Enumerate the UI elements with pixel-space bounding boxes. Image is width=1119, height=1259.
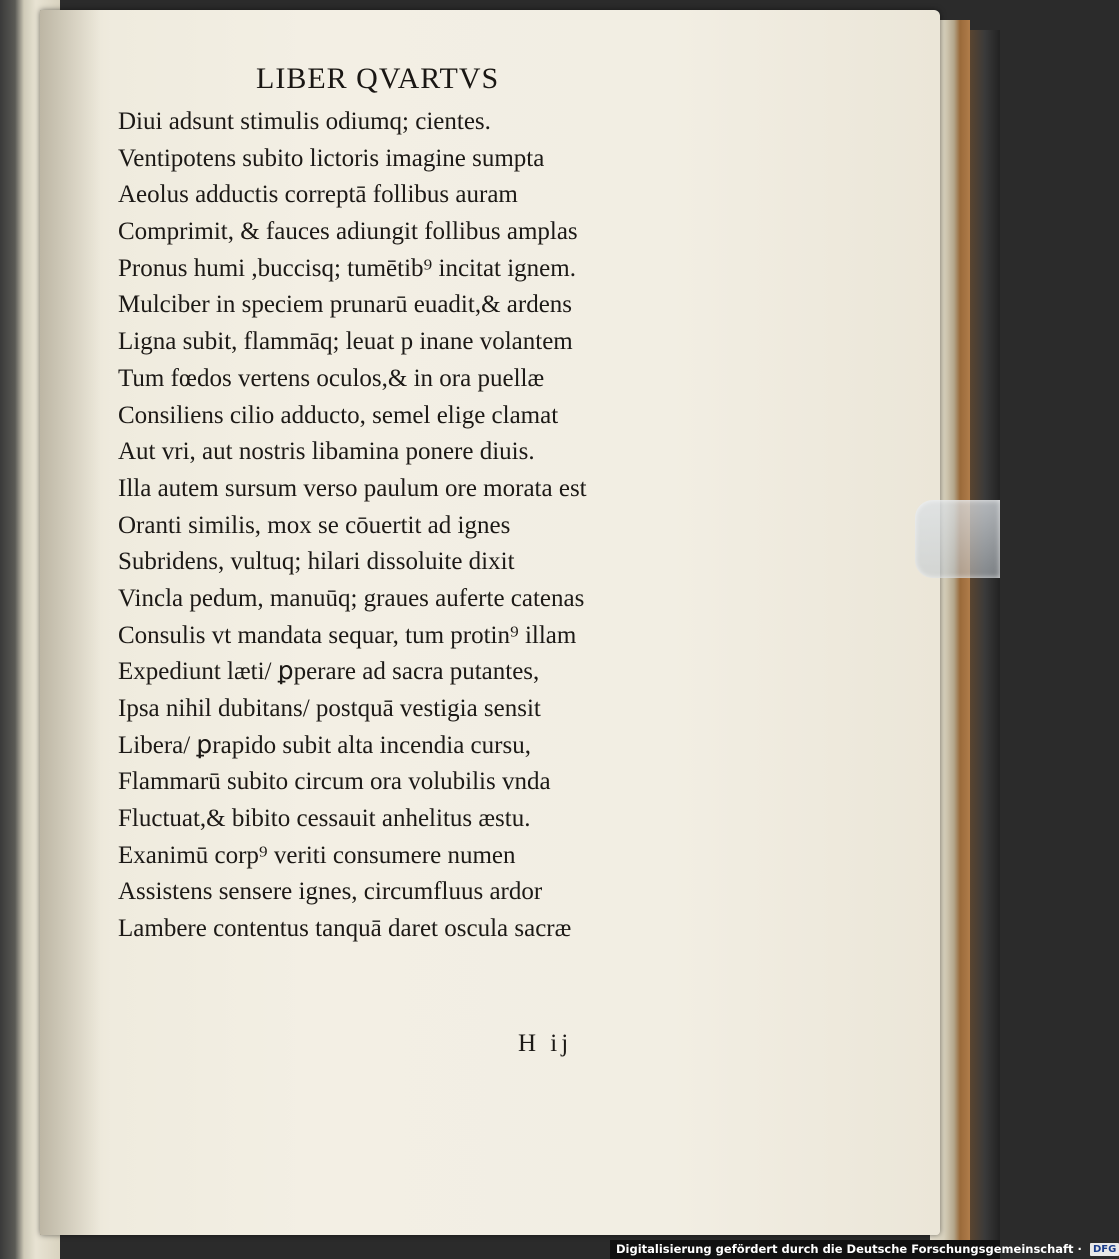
page-clip [915,500,1000,578]
page-header: LIBER QVARTVS [256,62,500,95]
verse-line: Tum fœdos vertens oculos,& in ora puellæ [118,364,545,392]
verse-list [118,104,638,948]
verse-line: Pronus humi ,buccisq; tumētib⁹ incitat ignem. [118,254,576,282]
verse-line: Exanimū corp⁹ veriti consumere numen [118,841,516,869]
gutter-shadow [40,10,100,1235]
dfg-logo: DFG [1090,1243,1119,1256]
signature-mark: H ij [518,1030,573,1057]
verse-line: Ventipotens subito lictoris imagine sumpta [118,144,545,172]
verse-line: Libera/ ꝑrapido subit alta incendia cursu, [118,731,531,759]
verse-line: Ipsa nihil dubitans/ postquā vestigia sensit [118,695,541,722]
verse-line: Oranti similis, mox se cōuertit ad ignes [118,511,511,539]
verse-line: Fluctuat,& bibito cessauit anhelitus æstu. [118,805,531,833]
verse-line: Lambere contentus tanquā daret oscula sacræ [118,915,572,943]
verse-line: Aeolus adductis correptā follibus auram [118,181,518,209]
verse-line: Vincla pedum, manuūq; graues auferte catenas [118,584,585,612]
verse-line: Expediunt læti/ ꝑperare ad sacra putantes, [118,658,540,686]
verse-line: Illa autem sursum verso paulum ore morata est [118,474,587,502]
verse-line: Mulciber in speciem prunarū euadit,& ardens [118,291,573,319]
verse-line: Comprimit, & fauces adiungit follibus amplas [118,218,578,246]
verse-line: Flammarū subito circum ora volubilis vnda [118,768,551,796]
verse-line: Aut vri, aut nostris libamina ponere diuis. [118,438,535,466]
verse-line: Subridens, vultuq; hilari dissoluite dixit [118,548,515,576]
verse-line: Ligna subit, flammāq; leuat p inane volantem [118,328,573,356]
verse-line: Consulis vt mandata sequar, tum protin⁹ illam [118,621,577,649]
verse-line: Assistens sensere ignes, circumfluus ardor [118,878,543,906]
verse-line: Consiliens cilio adducto, semel elige clamat [118,401,559,429]
footer-text: Digitalisierung gefördert durch die Deutsche Forschungsgemeinschaft · [616,1242,1082,1256]
digitization-footer [610,1240,1117,1259]
verse-line: Diui adsunt stimulis odiumq; cientes. [118,108,491,135]
